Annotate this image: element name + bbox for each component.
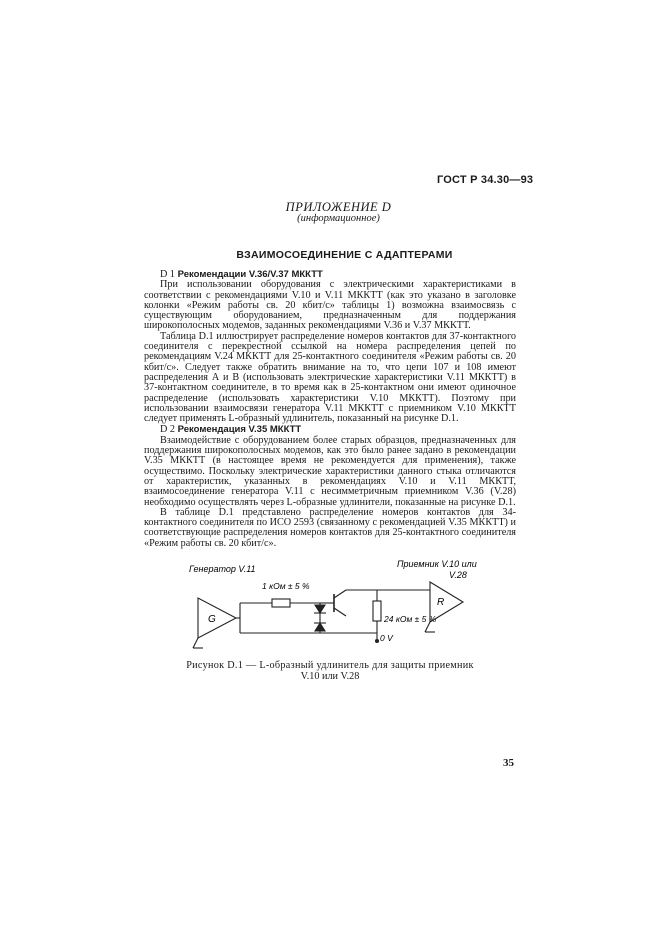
appendix-title: ПРИЛОЖЕНИЕ D xyxy=(285,200,392,214)
generator-symbol: G xyxy=(208,614,216,625)
resistor1-label: 1 кОм ± 5 % xyxy=(262,581,310,591)
receiver-symbol: R xyxy=(437,597,445,608)
clause-d1-paragraph-2: Таблица D.1 иллюстрирует распределение номеров контактов для 37-контактного соединителя с перекрестной ссылкой на номера распределения цепей по рекомендациям V.24 МККТТ для 25-контактного соединителя «Режим работы св. 20 кбит/с». Следует также обратить внимание на то, что цепи 107 и 108 имеют распределения А и В (использовать электрические характеристики V.11 МККТТ) в 37-контактном соединителе, в то время как в 25-контактном они имеют одиночное распределение (использовать характеристики V.10 МККТТ). Поэтому при использовании взаимосвязи генератора V.11 МККТТ с приемником V.10 МККТТ следует применять L-образный удлинитель, показанный на рисунке D.1. xyxy=(144,330,516,425)
figure-caption-line2: V.10 или V.28 xyxy=(300,671,360,682)
receiver-label-line2: V.28 xyxy=(449,570,467,580)
diode-1 xyxy=(315,605,325,613)
ground-terminal xyxy=(376,640,379,643)
resistor2-label: 24 кОм ± 5 % xyxy=(384,614,437,624)
clause-d2-paragraph-2: В таблице D.1 представлено распределение номеров контактов для 34-контактного соединителя по ИСО 2593 (связанному с рекомендацией V.35 МККТТ) и соответствующие распределения номеров контактов для 25-контактного соединителя «Режим работы св. 20 кбит/с». xyxy=(144,506,516,549)
clause-d2-heading: D 2 Рекомендация V.35 МККТТ xyxy=(160,424,302,436)
clause-d2-paragraph-1: Взаимодействие с оборудованием более старых образцов, предназначенных для поддержания широкополосных модемов, как это было ранее задано в рекомендации V.35 МККТТ (в настоящее время не рекомендуется для применения), также осуществимо. Поскольку электрические характеристики данного стыка отличаются от характеристик, указанных в рекомендациях V.10 и V.11 МККТТ, взаимосоединение генератора V.11 с несимметричным приемником V.36 (V.28) необходимо осуществлять через L-образные удлинители, показанные на рисунке D.1. xyxy=(144,434,516,508)
figure-caption xyxy=(144,660,516,682)
clause-d1-paragraph-1: При использовании оборудования с электрическими характеристиками в соответствии с рекомендациями V.10 и V.11 МККТТ (как это указано в заголовке колонки «Режим работы св. 20 кбит/с» таблицы 1) возможна взаимосвязь с существующим оборудованием, предназначенным для поддержания широкополосных модемов, заданных рекомендациями V.36 и V.37 МККТТ. xyxy=(144,279,516,332)
standard-code: ГОСТ Р 34.30—93 xyxy=(437,174,534,186)
figure-caption-line1: Рисунок D.1 — L-образный удлинитель для защиты приемник xyxy=(186,660,474,671)
generator-label: Генератор V.11 xyxy=(189,564,256,574)
receiver-label-line1: Приемник V.10 или xyxy=(397,559,477,569)
appendix-subtitle: (информационное) xyxy=(297,213,380,224)
diode-2 xyxy=(315,623,325,631)
generator-triangle xyxy=(198,598,236,638)
ground-label: 0 V xyxy=(380,633,393,643)
resistor-1kohm xyxy=(272,599,290,607)
clause-d1-heading: D 1 Рекомендации V.36/V.37 МККТТ xyxy=(160,269,323,280)
page-number: 35 xyxy=(503,757,514,769)
resistor-24kohm xyxy=(373,601,381,621)
section-title: ВЗАИМОСОЕДИНЕНИЕ С АДАПТЕРАМИ xyxy=(236,249,453,261)
